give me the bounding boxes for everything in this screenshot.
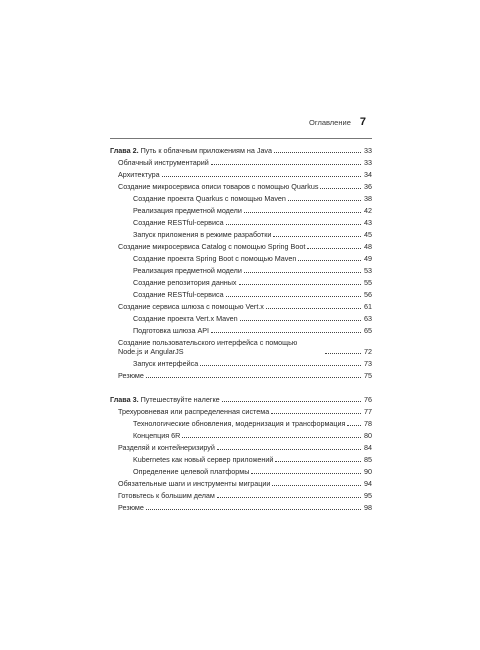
leader-dots — [288, 200, 361, 201]
toc-entry-text: Создание RESTful-сервиса — [133, 290, 224, 299]
toc-page-number: 65 — [364, 326, 372, 335]
toc-page-number: 43 — [364, 218, 372, 227]
toc-entry — [110, 242, 372, 251]
toc-entry-text: Создание проекта Vert.x Maven — [133, 314, 238, 323]
toc-entry-text: Технологические обновления, модернизация и трансформация — [133, 419, 346, 428]
leader-dots — [325, 353, 361, 354]
leader-dots — [275, 461, 361, 462]
toc-entry — [110, 254, 372, 263]
toc-page-number: 94 — [364, 479, 372, 488]
toc-chapter-3 — [110, 395, 372, 404]
leader-dots — [162, 176, 361, 177]
toc-page-number: 34 — [364, 170, 372, 179]
toc-entry — [110, 455, 372, 464]
leader-dots — [347, 425, 361, 426]
toc-chapter-2 — [110, 146, 372, 155]
leader-dots — [146, 377, 361, 378]
toc-entry-text: Готовьтесь к большим делам — [118, 491, 215, 500]
leader-dots — [244, 272, 361, 273]
toc-entry — [110, 431, 372, 440]
toc-page-number: 78 — [364, 419, 372, 428]
chapter-number: Глава 2. — [110, 146, 139, 155]
toc-entry — [110, 182, 372, 191]
toc-entry-text: Реализация предметной модели — [133, 266, 242, 275]
toc-entry — [110, 218, 372, 227]
toc-entry — [110, 314, 372, 323]
toc-entry-text: Создание проекта Quarkus с помощью Maven — [133, 194, 286, 203]
toc-page-number: 90 — [364, 467, 372, 476]
leader-dots — [200, 365, 361, 366]
toc-entry-text: Концепция 6R — [133, 431, 181, 440]
toc-entry — [110, 443, 372, 452]
leader-dots — [307, 248, 361, 249]
toc-page-number: 56 — [364, 290, 372, 299]
leader-dots — [226, 224, 361, 225]
toc-entry — [110, 491, 372, 500]
toc-page-number: 33 — [364, 158, 372, 167]
toc-entry — [110, 230, 372, 239]
toc-entry — [110, 371, 372, 380]
running-header — [110, 116, 366, 134]
chapter-spacer — [110, 383, 372, 395]
toc-entry-text: Создание проекта Spring Boot с помощью Maven — [133, 254, 297, 263]
leader-dots — [251, 473, 361, 474]
toc-page-number: 72 — [364, 347, 372, 356]
header-rule — [110, 138, 372, 139]
toc-entry-text: Запуск приложения в режиме разработки — [133, 230, 272, 239]
toc-entry — [110, 266, 372, 275]
toc-page-number: 61 — [364, 302, 372, 311]
toc-page-number: 85 — [364, 455, 372, 464]
toc-page-number: 73 — [364, 359, 372, 368]
leader-dots — [320, 188, 361, 189]
toc-entry — [110, 194, 372, 203]
toc-entry-text — [110, 146, 272, 155]
toc-page-number: 38 — [364, 194, 372, 203]
toc-entry-text: Создание микросервиса описи товаров с помощью Quarkus — [118, 182, 319, 191]
table-of-contents — [110, 146, 372, 515]
toc-entry-text: Создание пользовательского интерфейса с помощью Node.js и AngularJS — [118, 338, 298, 356]
toc-entry — [110, 170, 372, 179]
toc-entry — [110, 359, 372, 368]
toc-entry-text: Архитектура — [118, 170, 160, 179]
toc-page-number: 53 — [364, 266, 372, 275]
leader-dots — [226, 296, 361, 297]
toc-page-number: 36 — [364, 182, 372, 191]
toc-entry-text — [110, 395, 220, 404]
toc-entry-text: Создание микросервиса Catalog с помощью Spring Boot — [118, 242, 306, 251]
toc-entry — [110, 407, 372, 416]
toc-entry-text: Подготовка шлюза API — [133, 326, 210, 335]
toc-entry-text: Обязательные шаги и инструменты миграции — [118, 479, 271, 488]
leader-dots — [272, 485, 361, 486]
leader-dots — [274, 152, 361, 153]
leader-dots — [239, 284, 361, 285]
toc-entry — [110, 338, 372, 356]
toc-entry — [110, 467, 372, 476]
toc-entry-text: Резюме — [118, 503, 144, 512]
chapter-title: Путешествуйте налегке — [138, 395, 220, 404]
toc-page-number: 95 — [364, 491, 372, 500]
toc-page-number: 98 — [364, 503, 372, 512]
toc-entry — [110, 158, 372, 167]
toc-entry-text: Облачный инструментарий — [118, 158, 209, 167]
toc-page-number: 42 — [364, 206, 372, 215]
page-number: 7 — [359, 116, 366, 128]
toc-page-number: 33 — [364, 146, 372, 155]
leader-dots — [182, 437, 361, 438]
running-title: Оглавление — [309, 118, 351, 127]
leader-dots — [271, 413, 361, 414]
toc-entry — [110, 479, 372, 488]
leader-dots — [217, 497, 361, 498]
leader-dots — [273, 236, 361, 237]
toc-entry — [110, 419, 372, 428]
leader-dots — [222, 401, 361, 402]
leader-dots — [244, 212, 361, 213]
toc-entry-text: Запуск интерфейса — [133, 359, 199, 368]
leader-dots — [211, 164, 361, 165]
toc-entry — [110, 278, 372, 287]
toc-page-number: 75 — [364, 371, 372, 380]
chapter-number: Глава 3. — [110, 395, 139, 404]
toc-page-number: 45 — [364, 230, 372, 239]
toc-entry — [110, 206, 372, 215]
toc-entry-text: Реализация предметной модели — [133, 206, 242, 215]
leader-dots — [217, 449, 361, 450]
toc-page-number: 63 — [364, 314, 372, 323]
toc-entry-text: Создание репозитория данных — [133, 278, 237, 287]
chapter-title: Путь к облачным приложениям на Java — [138, 146, 273, 155]
toc-entry-text: Определение целевой платформы — [133, 467, 250, 476]
toc-page-number: 76 — [364, 395, 372, 404]
toc-page-number: 49 — [364, 254, 372, 263]
toc-page-number: 77 — [364, 407, 372, 416]
toc-entry — [110, 290, 372, 299]
toc-page-number: 84 — [364, 443, 372, 452]
toc-entry-text: Создание сервиса шлюза с помощью Vert.x — [118, 302, 264, 311]
toc-entry-text: Kubernetes как новый сервер приложений — [133, 455, 274, 464]
toc-page-number: 55 — [364, 278, 372, 287]
toc-entry-text: Трехуровневая или распределенная система — [118, 407, 270, 416]
toc-entry-text: Разделяй и контейнеризируй — [118, 443, 215, 452]
leader-dots — [266, 308, 361, 309]
toc-page-number: 80 — [364, 431, 372, 440]
toc-entry — [110, 302, 372, 311]
toc-entry-text: Создание RESTful-сервиса — [133, 218, 224, 227]
toc-entry — [110, 503, 372, 512]
toc-page-number: 48 — [364, 242, 372, 251]
leader-dots — [298, 260, 361, 261]
toc-entry-text: Резюме — [118, 371, 144, 380]
leader-dots — [211, 332, 361, 333]
leader-dots — [146, 509, 361, 510]
toc-entry — [110, 326, 372, 335]
leader-dots — [240, 320, 361, 321]
